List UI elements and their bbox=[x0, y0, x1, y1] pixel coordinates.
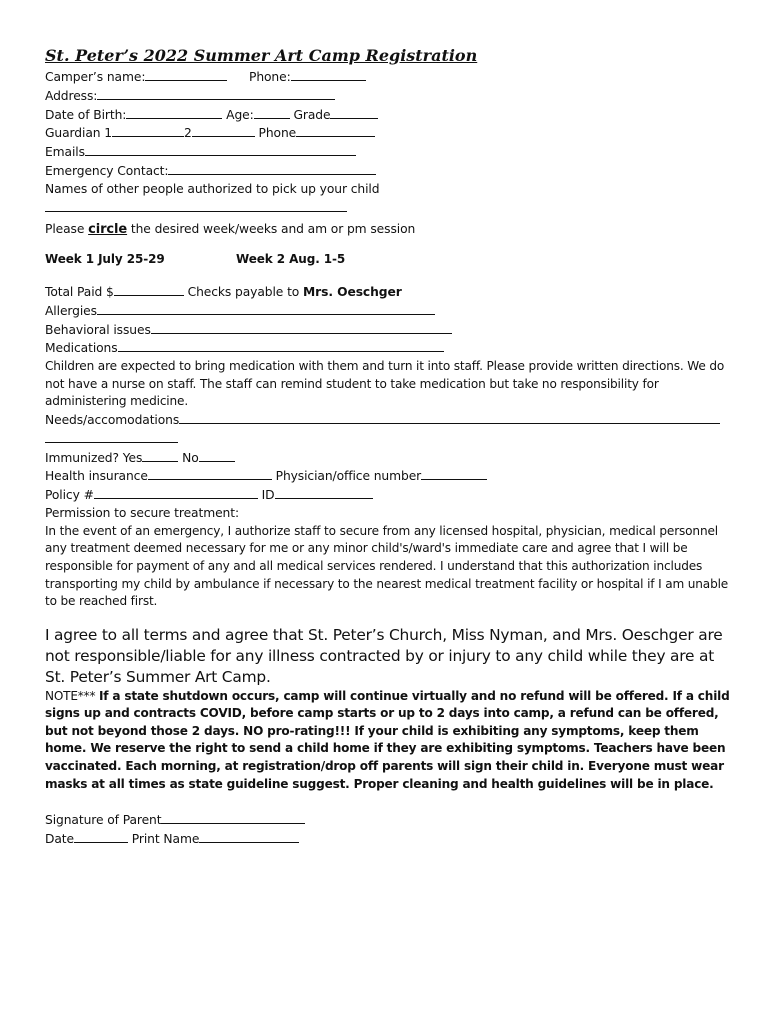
immunized-no-blank[interactable] bbox=[199, 449, 235, 462]
guardian-row bbox=[45, 124, 730, 143]
total-paid-blank[interactable] bbox=[114, 283, 184, 296]
insurance-row bbox=[45, 467, 730, 486]
medication-note: Children are expected to bring medication with them and turn it into staff. Please provide written directions. We do not have a nurse on staff. The staff can remind student to take medication but take no responsibility for administering medicine. bbox=[45, 359, 725, 409]
authorized-blank[interactable] bbox=[45, 199, 347, 212]
date-label: Date bbox=[45, 832, 74, 847]
emergency-row bbox=[45, 162, 730, 181]
age-blank[interactable] bbox=[254, 106, 290, 119]
guardian-2-blank[interactable] bbox=[192, 124, 255, 137]
camper-name-blank[interactable] bbox=[145, 68, 227, 81]
week-2-option[interactable]: Week 2 Aug. 1-5 bbox=[236, 252, 346, 267]
emails-label: Emails bbox=[45, 145, 85, 160]
address-blank[interactable] bbox=[97, 87, 335, 100]
payment-row bbox=[45, 283, 730, 302]
allergies-label: Allergies bbox=[45, 303, 97, 318]
print-name-label: Print Name bbox=[128, 832, 200, 847]
id-blank[interactable] bbox=[275, 486, 373, 499]
grade-blank[interactable] bbox=[330, 106, 378, 119]
emergency-label: Emergency Contact: bbox=[45, 163, 169, 178]
emails-blank[interactable] bbox=[85, 143, 356, 156]
page-title: St. Peter’s 2022 Summer Art Camp Registration bbox=[45, 46, 478, 65]
authorized-row bbox=[45, 181, 730, 199]
guardian-1-blank[interactable] bbox=[112, 124, 184, 137]
policy-blank[interactable] bbox=[94, 486, 258, 499]
needs-blank-row bbox=[45, 430, 730, 449]
insurance-blank[interactable] bbox=[148, 467, 272, 480]
address-row bbox=[45, 87, 730, 106]
dob-label: Date of Birth: bbox=[45, 107, 127, 122]
dob-row bbox=[45, 106, 730, 125]
medications-blank[interactable] bbox=[118, 339, 444, 352]
needs-blank[interactable] bbox=[179, 411, 720, 424]
guardian-2-label: 2 bbox=[183, 126, 192, 141]
allergies-blank[interactable] bbox=[97, 302, 435, 315]
guardian-phone-label: Phone bbox=[258, 126, 297, 141]
grade-label: Grade bbox=[293, 107, 331, 122]
date-blank[interactable] bbox=[74, 830, 128, 843]
behavioral-label: Behavioral issues bbox=[45, 322, 151, 337]
permission-heading: Permission to secure treatment: bbox=[45, 505, 240, 520]
week-1-option[interactable]: Week 1 July 25-29 bbox=[45, 252, 165, 267]
note-label: NOTE*** bbox=[45, 688, 99, 703]
needs-blank-continued[interactable] bbox=[45, 430, 178, 443]
date-row bbox=[45, 830, 730, 849]
needs-row bbox=[45, 411, 730, 430]
circle-instructions bbox=[45, 221, 730, 239]
insurance-label: Health insurance bbox=[45, 469, 148, 484]
medications-row bbox=[45, 339, 730, 358]
checks-payable-label: Checks payable to bbox=[183, 284, 304, 299]
policy-label: Policy # bbox=[45, 488, 94, 503]
registration-form bbox=[45, 44, 730, 849]
circle-emphasis: circle bbox=[88, 222, 128, 238]
phone-blank[interactable] bbox=[291, 68, 366, 81]
physician-blank[interactable] bbox=[421, 467, 487, 480]
address-label: Address: bbox=[45, 88, 98, 103]
needs-label: Needs/accomodations bbox=[45, 412, 180, 427]
note-text: If a state shutdown occurs, camp will continue virtually and no refund will be offered. If a child signs up and contracts COVID, before camp starts or up to 2 days into camp, a refund can be offered, but not beyond those 2 days. NO pro-rating!!! If your child is exhibiting any symptoms, keep them home. We reserve the right to send a child home if they are exhibiting symptoms. Teachers have been vaccinated. Each morning, at registration/drop off parents will sign their child in. Everyone must wear masks at all times as state guideline suggest. Proper cleaning and health guidelines will be in place. bbox=[45, 688, 730, 791]
behavioral-row bbox=[45, 321, 730, 340]
immunized-no-label: No bbox=[182, 450, 199, 465]
immunized-yes-blank[interactable] bbox=[142, 449, 178, 462]
signature-row bbox=[45, 811, 730, 830]
authorized-blank-row bbox=[45, 199, 730, 218]
age-label: Age: bbox=[226, 107, 254, 122]
immunized-label: Immunized? Yes bbox=[45, 450, 143, 465]
camper-name-row bbox=[45, 68, 730, 87]
behavioral-blank[interactable] bbox=[151, 321, 452, 334]
print-name-blank[interactable] bbox=[199, 830, 299, 843]
circle-text-before: Please bbox=[45, 222, 89, 237]
signature-label: Signature of Parent bbox=[45, 813, 162, 828]
agreement-text: I agree to all terms and agree that St. Peter’s Church, Miss Nyman, and Mrs. Oeschger are not responsible/liable for any illness contracted by or injury to any child while they are at St. Peter’s Summer Art Camp. bbox=[45, 625, 723, 686]
authorized-label: Names of other people authorized to pick up your child bbox=[45, 181, 380, 196]
id-label: ID bbox=[261, 488, 275, 503]
signature-blank[interactable] bbox=[161, 811, 305, 824]
physician-label: Physician/office number bbox=[275, 469, 422, 484]
camper-name-label: Camper’s name: bbox=[45, 70, 146, 84]
weeks-row bbox=[45, 251, 730, 269]
immunized-row bbox=[45, 449, 730, 468]
policy-row bbox=[45, 486, 730, 505]
permission-text: In the event of an emergency, I authorize staff to secure from any licensed hospital, physician, medical personnel any treatment deemed necessary for me or any minor child's/ward's immediate care and agree that I will be responsible for payment of any and all medical services rendered. I understand that this authorization includes transporting my child by ambulance if necessary to the nearest medical treatment facility or hospital if I am unable to be reached first. bbox=[45, 523, 729, 609]
emergency-blank[interactable] bbox=[168, 162, 376, 175]
total-paid-label: Total Paid $ bbox=[45, 284, 114, 299]
phone-label: Phone: bbox=[249, 70, 291, 84]
guardian-phone-blank[interactable] bbox=[296, 124, 375, 137]
allergies-row bbox=[45, 302, 730, 321]
emails-row bbox=[45, 143, 730, 162]
guardian-1-label: Guardian 1 bbox=[45, 126, 112, 141]
medications-label: Medications bbox=[45, 341, 118, 356]
dob-blank[interactable] bbox=[126, 106, 222, 119]
covid-note bbox=[45, 688, 730, 794]
payee-name: Mrs. Oeschger bbox=[303, 284, 402, 299]
circle-text-after: the desired week/weeks and am or pm session bbox=[127, 222, 416, 237]
